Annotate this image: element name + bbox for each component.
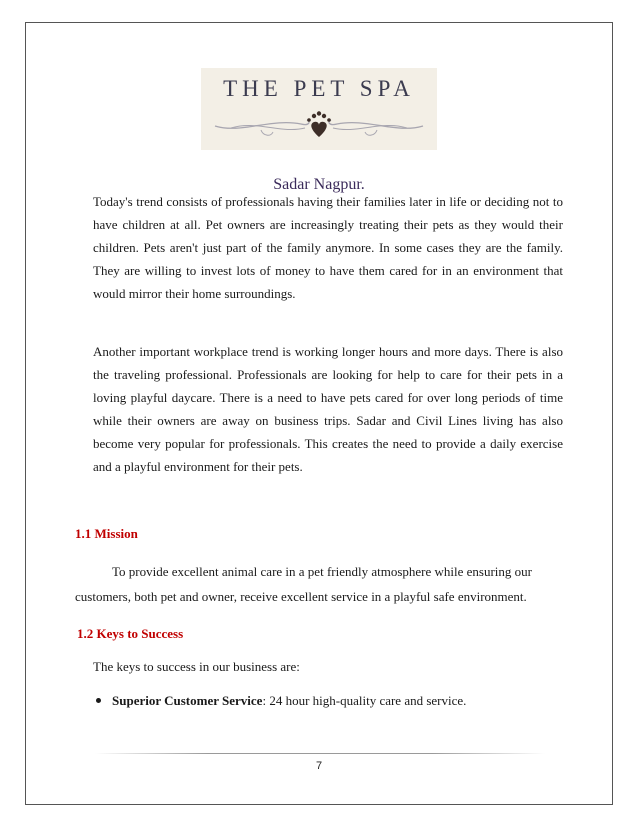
mission-heading: 1.1 Mission <box>75 526 138 541</box>
footer-divider <box>95 753 545 754</box>
ornament-heart-icon <box>201 104 437 148</box>
mission-line-2: customers, both pet and owner, receive excellent service in a playful safe environment. <box>75 589 527 604</box>
page-number: 7 <box>315 760 323 772</box>
intro-paragraph: Today's trend consists of professionals having their families later in life or deciding not to have children at all. Pet owners are increasingly treating their pets as they would their children. Pets aren't just part of the family anymore. In some cases they are the family. They are willing to invest lots of money to have them cared for in an environment that would mirror their home surroundings. <box>93 194 563 301</box>
list-item-term: Superior Customer Service <box>112 693 263 708</box>
mission-text <box>75 559 545 609</box>
list-item <box>96 693 466 709</box>
logo <box>201 68 437 150</box>
mission-line-1: To provide excellent animal care in a pet friendly atmosphere while ensuring our <box>112 564 532 579</box>
trend-paragraph: Another important workplace trend is working longer hours and more days. There is also the traveling professional. Professionals are looking for help to care for their pets in a loving playful daycare. There is a need to have pets cared for over long periods of time while their owners are away on business trips. Sadar and Civil Lines living has also become very popular for professionals. This creates the need to provide a daily exercise and a playful environment for their pets. <box>93 344 563 474</box>
logo-text: THE PET SPA <box>223 76 415 101</box>
keys-intro: The keys to success in our business are: <box>93 659 300 674</box>
list-item-text: : 24 hour high-quality care and service. <box>262 693 467 708</box>
keys-heading: 1.2 Keys to Success <box>77 626 184 641</box>
bullet-icon <box>96 698 101 703</box>
page-subtitle: Sadar Nagpur. <box>273 176 365 193</box>
